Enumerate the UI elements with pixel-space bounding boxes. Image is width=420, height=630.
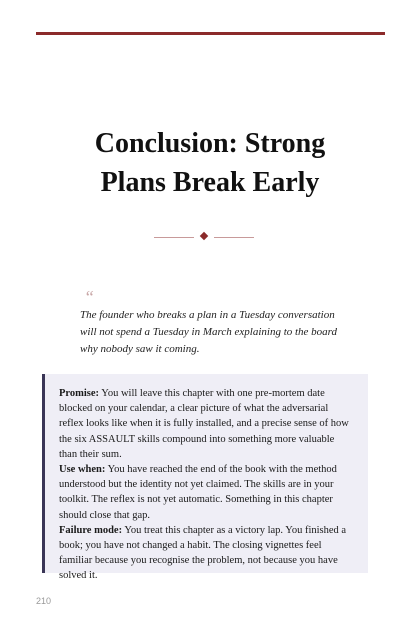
epigraph-text: The founder who breaks a plan in a Tuesday conversation will not spend a Tuesday in March explaining to the board why nobody saw it coming. [80,309,338,355]
promise-text: You will leave this chapter with one pre-mortem date blocked on your calendar, a clear picture of what the adversarial reflex looks like when it is fully installed, and a precise sense of how the six ASSAULT skills compound into something more valuable than their sum. [59,388,349,460]
promise-paragraph [59,386,354,462]
use-when-label: Use when: [59,464,106,476]
chapter-title [0,124,420,202]
promise-label: Promise: [59,388,100,399]
ornament-divider [0,231,420,245]
use-when-text: You have reached the end of the book with the method understood but the identity not yet claimed. The skills are in your toolkit. The reflex is not yet automatic. Something in this chapter should close that gap. [59,464,337,521]
chapter-callout-box [42,374,368,582]
use-when-paragraph [59,462,354,523]
chapter-title-line-2: Plans Break Early [100,167,320,198]
failure-mode-paragraph [59,523,354,584]
chapter-title-line-1: Conclusion: Strong [94,128,326,159]
top-rule [36,32,385,35]
ornament-diamond-icon [200,232,208,240]
ornament-line-left [154,237,194,238]
ornament-line-right [214,237,254,238]
failure-mode-label: Failure mode: [59,524,123,536]
failure-mode-text: You treat this chapter as a victory lap. You finished a book; you have not changed a habit. The closing vignettes feel familiar because you recognise the problem, not because you have solved it. [59,524,347,582]
quote-mark-icon: “ [84,287,95,307]
page-number: 210 [36,596,52,606]
